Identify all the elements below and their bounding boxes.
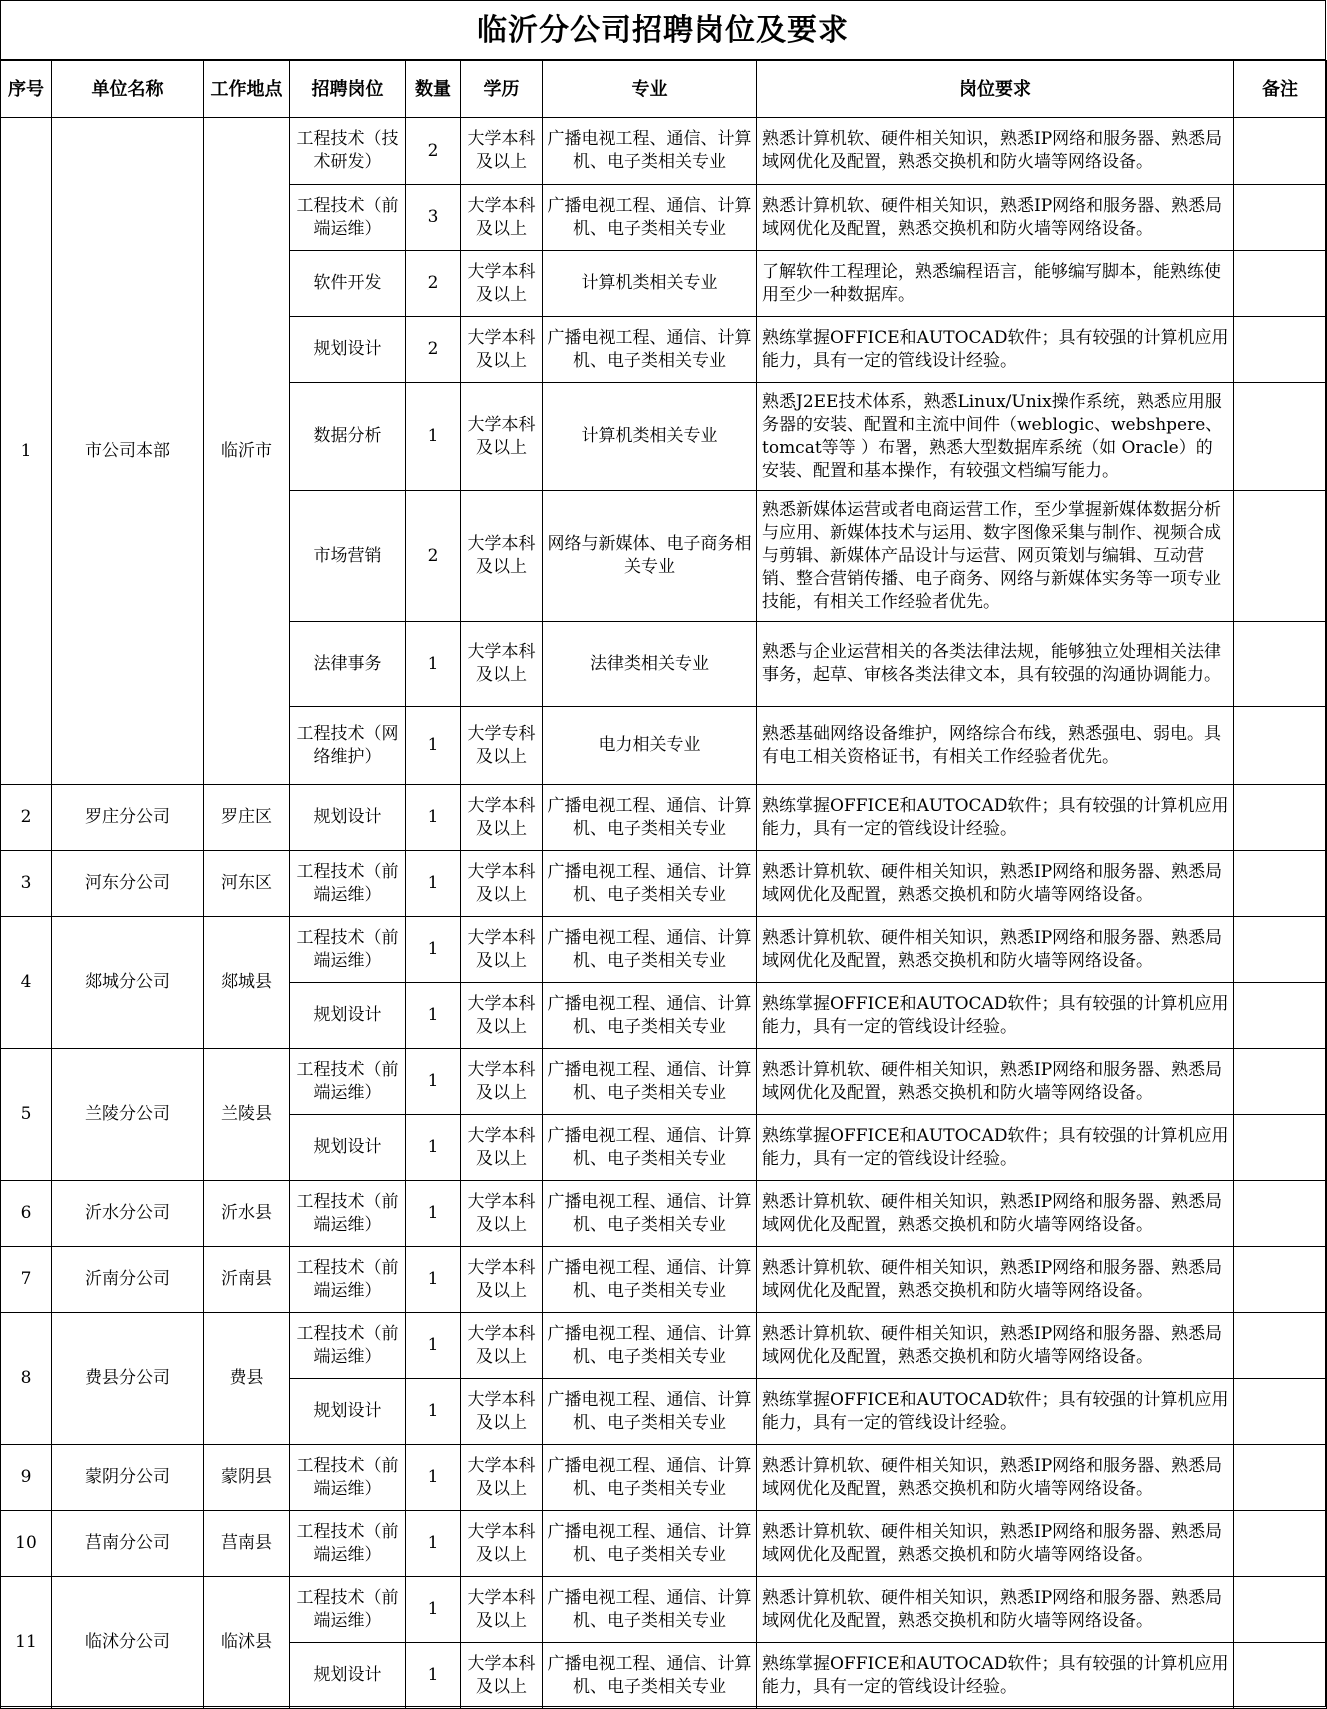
cell-education: 大学本科及以上 <box>461 917 543 983</box>
cell-requirements: 熟练掌握OFFICE和AUTOCAD软件；具有较强的计算机应用能力，具有一定的管线设计经验。 <box>757 785 1234 851</box>
header-post: 招聘岗位 <box>290 61 406 118</box>
cell-requirements: 熟练掌握OFFICE和AUTOCAD软件；具有较强的计算机应用能力，具有一定的管线设计经验。 <box>757 983 1234 1049</box>
cell-notes <box>1234 1577 1327 1643</box>
cell-count: 1 <box>406 1577 461 1643</box>
cell-unit: 费县分公司 <box>52 1313 204 1445</box>
cell-location: 兰陵县 <box>204 1049 290 1181</box>
cell-notes <box>1234 851 1327 917</box>
cell-post: 市场营销 <box>290 491 406 622</box>
cell-post: 工程技术（前端运维） <box>290 1049 406 1115</box>
cell-education: 大学本科及以上 <box>461 491 543 622</box>
page-title: 临沂分公司招聘岗位及要求 <box>1 1 1325 60</box>
cell-major: 广播电视工程、通信、计算机、电子类相关专业 <box>543 1115 757 1181</box>
cell-requirements: 熟悉新媒体运营或者电商运营工作，至少掌握新媒体数据分析与应用、新媒体技术与运用、数字图像采集与制作、视频合成与剪辑、新媒体产品设计与运营、网页策划与编辑、互动营销、整合营销传播、电子商务、网络与新媒体实务等一项专业技能，有相关工作经验者优先。 <box>757 491 1234 622</box>
cell-count: 1 <box>406 1445 461 1511</box>
cell-notes <box>1234 983 1327 1049</box>
cell-major: 广播电视工程、通信、计算机、电子类相关专业 <box>543 118 757 185</box>
cell-location: 沂南县 <box>204 1247 290 1313</box>
cell-notes <box>1234 1313 1327 1379</box>
cell-requirements: 熟悉计算机软、硬件相关知识，熟悉IP网络和服务器、熟悉局域网优化及配置，熟悉交换机和防火墙等网络设备。 <box>757 851 1234 917</box>
cell-requirements: 熟练掌握OFFICE和AUTOCAD软件；具有较强的计算机应用能力，具有一定的管线设计经验。 <box>757 1115 1234 1181</box>
header-notes: 备注 <box>1234 61 1327 118</box>
header-education: 学历 <box>461 61 543 118</box>
cell-notes <box>1234 383 1327 491</box>
cell-major: 广播电视工程、通信、计算机、电子类相关专业 <box>543 785 757 851</box>
recruitment-table <box>0 60 1327 1709</box>
cell-count: 2 <box>406 317 461 383</box>
cell-education: 大学本科及以上 <box>461 983 543 1049</box>
cell-requirements: 熟练掌握OFFICE和AUTOCAD软件；具有较强的计算机应用能力，具有一定的管线设计经验。 <box>757 1379 1234 1445</box>
cell-notes <box>1234 251 1327 317</box>
cell-education: 大学本科及以上 <box>461 1247 543 1313</box>
cell-requirements: 熟练掌握OFFICE和AUTOCAD软件；具有较强的计算机应用能力，具有一定的管线设计经验。 <box>757 317 1234 383</box>
cell-seq: 7 <box>1 1247 52 1313</box>
cell-seq: 5 <box>1 1049 52 1181</box>
cell-education: 大学本科及以上 <box>461 1643 543 1709</box>
cell-notes <box>1234 1511 1327 1577</box>
cell-notes <box>1234 1643 1327 1709</box>
cell-seq: 6 <box>1 1181 52 1247</box>
cell-education: 大学本科及以上 <box>461 185 543 251</box>
table-row <box>1 1577 1327 1643</box>
cell-count: 2 <box>406 491 461 622</box>
cell-count: 1 <box>406 851 461 917</box>
table-row <box>1 851 1327 917</box>
cell-post: 规划设计 <box>290 983 406 1049</box>
cell-location: 罗庄区 <box>204 785 290 851</box>
cell-unit: 兰陵分公司 <box>52 1049 204 1181</box>
header-seq: 序号 <box>1 61 52 118</box>
cell-education: 大学本科及以上 <box>461 118 543 185</box>
cell-education: 大学本科及以上 <box>461 1313 543 1379</box>
cell-notes <box>1234 1379 1327 1445</box>
cell-location: 蒙阴县 <box>204 1445 290 1511</box>
cell-notes <box>1234 1445 1327 1511</box>
cell-unit: 郯城分公司 <box>52 917 204 1049</box>
cell-count: 1 <box>406 917 461 983</box>
cell-major: 广播电视工程、通信、计算机、电子类相关专业 <box>543 1313 757 1379</box>
cell-requirements: 熟悉计算机软、硬件相关知识，熟悉IP网络和服务器、熟悉局域网优化及配置，熟悉交换机和防火墙等网络设备。 <box>757 1445 1234 1511</box>
table-row <box>1 1181 1327 1247</box>
cell-requirements: 熟悉计算机软、硬件相关知识，熟悉IP网络和服务器、熟悉局域网优化及配置，熟悉交换机和防火墙等网络设备。 <box>757 185 1234 251</box>
cell-requirements: 熟悉计算机软、硬件相关知识，熟悉IP网络和服务器、熟悉局域网优化及配置，熟悉交换机和防火墙等网络设备。 <box>757 1181 1234 1247</box>
cell-education: 大学本科及以上 <box>461 1445 543 1511</box>
cell-post: 法律事务 <box>290 622 406 707</box>
table-row <box>1 1445 1327 1511</box>
cell-education: 大学本科及以上 <box>461 1577 543 1643</box>
cell-requirements: 熟悉计算机软、硬件相关知识，熟悉IP网络和服务器、熟悉局域网优化及配置，熟悉交换机和防火墙等网络设备。 <box>757 1577 1234 1643</box>
cell-post: 工程技术（前端运维） <box>290 1511 406 1577</box>
cell-notes <box>1234 785 1327 851</box>
cell-post: 软件开发 <box>290 251 406 317</box>
cell-unit: 蒙阴分公司 <box>52 1445 204 1511</box>
cell-notes <box>1234 491 1327 622</box>
cell-major: 电力相关专业 <box>543 707 757 785</box>
cell-education: 大学本科及以上 <box>461 1379 543 1445</box>
cell-count: 1 <box>406 983 461 1049</box>
cell-major: 计算机类相关专业 <box>543 251 757 317</box>
cell-unit: 沂南分公司 <box>52 1247 204 1313</box>
cell-post: 工程技术（前端运维） <box>290 1445 406 1511</box>
cell-count: 1 <box>406 1379 461 1445</box>
cell-education: 大学本科及以上 <box>461 1115 543 1181</box>
header-requirements: 岗位要求 <box>757 61 1234 118</box>
cell-post: 工程技术（前端运维） <box>290 1181 406 1247</box>
cell-notes <box>1234 118 1327 185</box>
cell-seq: 10 <box>1 1511 52 1577</box>
cell-requirements: 熟悉基础网络设备维护，网络综合布线，熟悉强电、弱电。具有电工相关资格证书，有相关工作经验者优先。 <box>757 707 1234 785</box>
cell-major: 广播电视工程、通信、计算机、电子类相关专业 <box>543 1379 757 1445</box>
cell-count: 1 <box>406 1115 461 1181</box>
cell-major: 广播电视工程、通信、计算机、电子类相关专业 <box>543 1511 757 1577</box>
cell-count: 2 <box>406 251 461 317</box>
cell-education: 大学本科及以上 <box>461 1049 543 1115</box>
table-row <box>1 1313 1327 1379</box>
cell-education: 大学本科及以上 <box>461 251 543 317</box>
cell-post: 数据分析 <box>290 383 406 491</box>
cell-count: 1 <box>406 383 461 491</box>
cell-post: 工程技术（前端运维） <box>290 851 406 917</box>
header-count: 数量 <box>406 61 461 118</box>
cell-education: 大学专科及以上 <box>461 707 543 785</box>
table-row <box>1 1049 1327 1115</box>
cell-count: 1 <box>406 785 461 851</box>
cell-notes <box>1234 1049 1327 1115</box>
cell-requirements: 熟悉计算机软、硬件相关知识，熟悉IP网络和服务器、熟悉局域网优化及配置，熟悉交换机和防火墙等网络设备。 <box>757 1313 1234 1379</box>
cell-major: 法律类相关专业 <box>543 622 757 707</box>
cell-location: 沂水县 <box>204 1181 290 1247</box>
cell-unit: 莒南分公司 <box>52 1511 204 1577</box>
cell-unit: 临沭分公司 <box>52 1577 204 1709</box>
cell-major: 广播电视工程、通信、计算机、电子类相关专业 <box>543 1577 757 1643</box>
cell-notes <box>1234 317 1327 383</box>
cell-count: 1 <box>406 622 461 707</box>
cell-major: 广播电视工程、通信、计算机、电子类相关专业 <box>543 1049 757 1115</box>
cell-major: 广播电视工程、通信、计算机、电子类相关专业 <box>543 1247 757 1313</box>
cell-education: 大学本科及以上 <box>461 1181 543 1247</box>
cell-notes <box>1234 1181 1327 1247</box>
cell-requirements: 熟悉计算机软、硬件相关知识，熟悉IP网络和服务器、熟悉局域网优化及配置，熟悉交换机和防火墙等网络设备。 <box>757 917 1234 983</box>
cell-post: 工程技术（前端运维） <box>290 917 406 983</box>
cell-major: 广播电视工程、通信、计算机、电子类相关专业 <box>543 1181 757 1247</box>
cell-notes <box>1234 1115 1327 1181</box>
cell-education: 大学本科及以上 <box>461 383 543 491</box>
cell-major: 广播电视工程、通信、计算机、电子类相关专业 <box>543 1445 757 1511</box>
cell-requirements: 熟悉计算机软、硬件相关知识，熟悉IP网络和服务器、熟悉局域网优化及配置，熟悉交换机和防火墙等网络设备。 <box>757 1247 1234 1313</box>
cell-count: 1 <box>406 1313 461 1379</box>
cell-unit: 罗庄分公司 <box>52 785 204 851</box>
cell-seq: 4 <box>1 917 52 1049</box>
cell-count: 1 <box>406 1181 461 1247</box>
cell-seq: 3 <box>1 851 52 917</box>
cell-requirements: 熟悉计算机软、硬件相关知识，熟悉IP网络和服务器、熟悉局域网优化及配置，熟悉交换机和防火墙等网络设备。 <box>757 1511 1234 1577</box>
cell-seq: 9 <box>1 1445 52 1511</box>
cell-post: 工程技术（前端运维） <box>290 1247 406 1313</box>
cell-requirements: 熟练掌握OFFICE和AUTOCAD软件；具有较强的计算机应用能力，具有一定的管线设计经验。 <box>757 1643 1234 1709</box>
table-row <box>1 917 1327 983</box>
cell-post: 规划设计 <box>290 785 406 851</box>
cell-count: 1 <box>406 707 461 785</box>
cell-major: 广播电视工程、通信、计算机、电子类相关专业 <box>543 185 757 251</box>
cell-location: 莒南县 <box>204 1511 290 1577</box>
cell-post: 工程技术（前端运维） <box>290 1313 406 1379</box>
cell-notes <box>1234 185 1327 251</box>
table-row <box>1 1247 1327 1313</box>
cell-seq: 11 <box>1 1577 52 1709</box>
cell-notes <box>1234 622 1327 707</box>
cell-major: 广播电视工程、通信、计算机、电子类相关专业 <box>543 851 757 917</box>
table-row <box>1 785 1327 851</box>
header-unit: 单位名称 <box>52 61 204 118</box>
cell-education: 大学本科及以上 <box>461 622 543 707</box>
cell-location: 河东区 <box>204 851 290 917</box>
table-row <box>1 1511 1327 1577</box>
cell-location: 临沂市 <box>204 118 290 785</box>
header-location: 工作地点 <box>204 61 290 118</box>
cell-post: 工程技术（前端运维） <box>290 1577 406 1643</box>
cell-post: 规划设计 <box>290 1115 406 1181</box>
cell-major: 广播电视工程、通信、计算机、电子类相关专业 <box>543 317 757 383</box>
cell-post: 工程技术（技术研发） <box>290 118 406 185</box>
cell-major: 广播电视工程、通信、计算机、电子类相关专业 <box>543 983 757 1049</box>
cell-requirements: 熟悉计算机软、硬件相关知识，熟悉IP网络和服务器、熟悉局域网优化及配置，熟悉交换机和防火墙等网络设备。 <box>757 1049 1234 1115</box>
cell-post: 工程技术（网络维护） <box>290 707 406 785</box>
cell-seq: 2 <box>1 785 52 851</box>
cell-count: 3 <box>406 185 461 251</box>
cell-unit: 河东分公司 <box>52 851 204 917</box>
cell-unit: 沂水分公司 <box>52 1181 204 1247</box>
cell-education: 大学本科及以上 <box>461 1511 543 1577</box>
table-header-row <box>1 61 1327 118</box>
cell-count: 1 <box>406 1247 461 1313</box>
cell-requirements: 熟悉J2EE技术体系，熟悉Linux/Unix操作系统，熟悉应用服务器的安装、配置和主流中间件（weblogic、webshpere、tomcat等等 ）布署，熟悉大型数据库系统（如 Oracle）的安装、配置和基本操作，有较强文档编写能力。 <box>757 383 1234 491</box>
cell-post: 工程技术（前端运维） <box>290 185 406 251</box>
cell-education: 大学本科及以上 <box>461 851 543 917</box>
cell-count: 1 <box>406 1643 461 1709</box>
cell-requirements: 熟悉计算机软、硬件相关知识，熟悉IP网络和服务器、熟悉局域网优化及配置，熟悉交换机和防火墙等网络设备。 <box>757 118 1234 185</box>
cell-post: 规划设计 <box>290 317 406 383</box>
cell-location: 郯城县 <box>204 917 290 1049</box>
header-major: 专业 <box>543 61 757 118</box>
cell-seq: 8 <box>1 1313 52 1445</box>
cell-location: 费县 <box>204 1313 290 1445</box>
table-row <box>1 118 1327 185</box>
cell-major: 网络与新媒体、电子商务相关专业 <box>543 491 757 622</box>
table-body <box>1 118 1327 1709</box>
cell-post: 规划设计 <box>290 1643 406 1709</box>
cell-notes <box>1234 1247 1327 1313</box>
cell-count: 1 <box>406 1511 461 1577</box>
cell-post: 规划设计 <box>290 1379 406 1445</box>
cell-count: 2 <box>406 118 461 185</box>
cell-education: 大学本科及以上 <box>461 317 543 383</box>
cell-unit: 市公司本部 <box>52 118 204 785</box>
cell-seq: 1 <box>1 118 52 785</box>
cell-notes <box>1234 707 1327 785</box>
cell-requirements: 熟悉与企业运营相关的各类法律法规，能够独立处理相关法律事务，起草、审核各类法律文本，具有较强的沟通协调能力。 <box>757 622 1234 707</box>
cell-major: 广播电视工程、通信、计算机、电子类相关专业 <box>543 917 757 983</box>
cell-major: 广播电视工程、通信、计算机、电子类相关专业 <box>543 1643 757 1709</box>
cell-notes <box>1234 917 1327 983</box>
cell-location: 临沭县 <box>204 1577 290 1709</box>
cell-count: 1 <box>406 1049 461 1115</box>
cell-major: 计算机类相关专业 <box>543 383 757 491</box>
cell-requirements: 了解软件工程理论，熟悉编程语言，能够编写脚本，能熟练使用至少一种数据库。 <box>757 251 1234 317</box>
cell-education: 大学本科及以上 <box>461 785 543 851</box>
